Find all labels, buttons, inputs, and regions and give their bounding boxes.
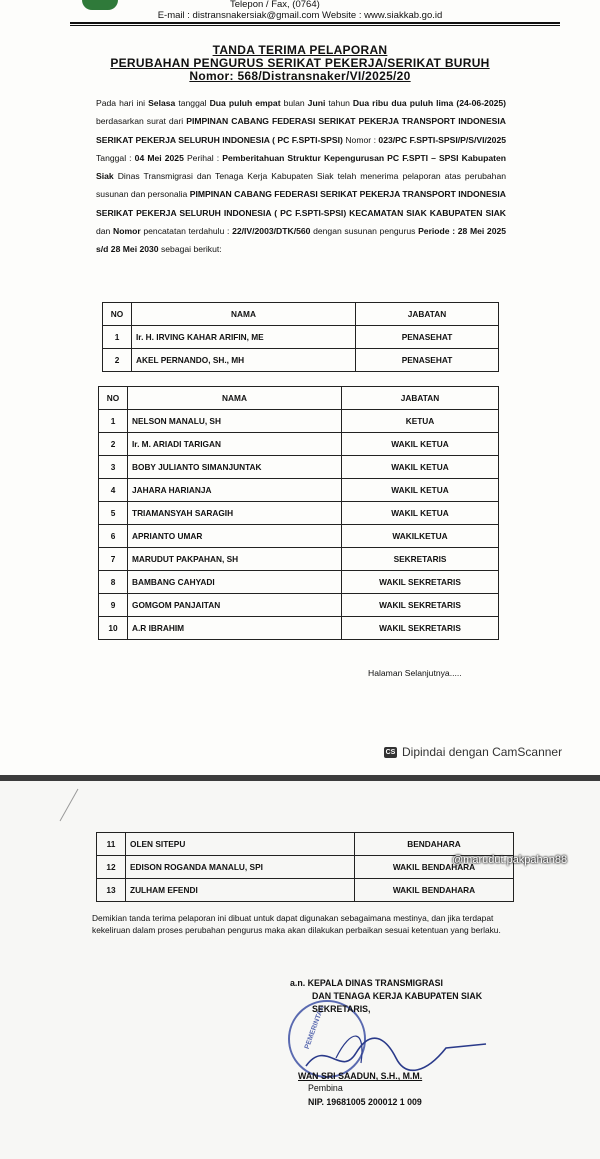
- row-nama: AKEL PERNANDO, SH., MH: [132, 349, 356, 372]
- row-nama: EDISON ROGANDA MANALU, SPI: [126, 856, 355, 879]
- row-no: 3: [99, 456, 128, 479]
- table-row: [99, 571, 499, 594]
- advisor-table: [102, 302, 499, 372]
- table-row: [99, 410, 499, 433]
- row-no: 2: [99, 433, 128, 456]
- table-row: [103, 349, 499, 372]
- table-row: [97, 879, 514, 902]
- row-jabatan: BENDAHARA: [355, 833, 514, 856]
- stamp-text: PEMERINTAH: [303, 1004, 326, 1051]
- row-nama: GOMGOM PANJAITAN: [128, 594, 342, 617]
- signature-line-3: SEKRETARIS,: [312, 1004, 371, 1014]
- row-no: 10: [99, 617, 128, 640]
- row-jabatan: WAKIL KETUA: [342, 433, 499, 456]
- row-jabatan: KETUA: [342, 410, 499, 433]
- row-no: 1: [99, 410, 128, 433]
- title-line-2: PERUBAHAN PENGURUS SERIKAT PEKERJA/SERIKAT BURUH: [110, 56, 490, 70]
- row-jabatan: WAKILKETUA: [342, 525, 499, 548]
- table-header-row: [103, 303, 499, 326]
- row-nama: MARUDUT PAKPAHAN, SH: [128, 548, 342, 571]
- row-nama: NELSON MANALU, SH: [128, 410, 342, 433]
- row-no: 7: [99, 548, 128, 571]
- table-row: [99, 479, 499, 502]
- row-jabatan: WAKIL SEKRETARIS: [342, 571, 499, 594]
- header-rule: [70, 22, 560, 24]
- header-no: NO: [99, 387, 128, 410]
- table-row: [99, 433, 499, 456]
- row-no: 2: [103, 349, 132, 372]
- row-no: 11: [97, 833, 126, 856]
- row-nama: TRIAMANSYAH SARAGIH: [128, 502, 342, 525]
- signature-line-2: DAN TENAGA KERJA KABUPATEN SIAK: [312, 991, 483, 1001]
- signatory-rank: Pembina: [308, 1083, 343, 1093]
- row-jabatan: PENASEHAT: [356, 326, 499, 349]
- row-no: 5: [99, 502, 128, 525]
- title-line-3: Nomor: 568/Distransnaker/VI/2025/20: [189, 69, 411, 83]
- closing-paragraph: Demikian tanda terima pelaporan ini dibuat untuk dapat digunakan sebagaimana mestinya, dan jika terdapat kekeliruan dalam proses perubahan pengurus maka akan dilakukan perbaikan sesuai ketentuan yang berlaku.: [92, 913, 501, 935]
- signatory-nip: NIP. 19681005 200012 1 009: [308, 1097, 422, 1107]
- header-nama: NAMA: [132, 303, 356, 326]
- table-row: [99, 502, 499, 525]
- social-watermark: @marudut.pakpahan88: [452, 854, 568, 866]
- table-row: [97, 833, 514, 856]
- table-row: [103, 326, 499, 349]
- signatory-name: WAN SRI SAADUN, S.H., M.M.: [298, 1071, 423, 1081]
- table-row: [99, 548, 499, 571]
- table-row: [99, 594, 499, 617]
- header-nama: NAMA: [128, 387, 342, 410]
- row-nama: ZULHAM EFENDI: [126, 879, 355, 902]
- row-jabatan: WAKIL KETUA: [342, 502, 499, 525]
- row-nama: A.R IBRAHIM: [128, 617, 342, 640]
- row-nama: Ir. H. IRVING KAHAR ARIFIN, ME: [132, 326, 356, 349]
- row-no: 6: [99, 525, 128, 548]
- row-nama: JAHARA HARIANJA: [128, 479, 342, 502]
- row-jabatan: WAKIL BENDAHARA: [355, 856, 514, 879]
- row-nama: BAMBANG CAHYADI: [128, 571, 342, 594]
- header-jabatan: JABATAN: [342, 387, 499, 410]
- row-nama: Ir. M. ARIADI TARIGAN: [128, 433, 342, 456]
- row-nama: OLEN SITEPU: [126, 833, 355, 856]
- next-page-note: Halaman Selanjutnya.....: [368, 668, 462, 678]
- header-telepon: Telepon / Fax, (0764): [230, 0, 320, 10]
- camscanner-icon: CS: [385, 749, 396, 757]
- row-jabatan: WAKIL SEKRETARIS: [342, 617, 499, 640]
- row-nama: BOBY JULIANTO SIMANJUNTAK: [128, 456, 342, 479]
- body-paragraph: Pada hari ini Selasa tanggal Dua puluh empat bulan Juni tahun Dua ribu dua puluh lima (24-06-2025) berdasarkan surat dari PIMPINAN CABANG FEDERASI SERIKAT PEKERJA TRANSPORT INDONESIA SERIKAT PEKERJA SELURUH INDONESIA ( PC F.SPTI-SPSI) Nomor : 023/PC F.SPTI-SPSI/P/S/VI/2025 Tanggal : 04 Mei 2025 Perihal : Pemberitahuan Struktur Kepengurusan PC F.SPTI – SPSI Kabupaten Siak Dinas Transmigrasi dan Tenaga Kerja Kabupaten Siak telah menerima pelaporan atas perubahan susunan dan personalia PIMPINAN CABANG FEDERASI SERIKAT PEKERJA TRANSPORT INDONESIA SERIKAT PEKERJA SELURUH INDONESIA ( PC F.SPTI-SPSI) KECAMATAN SIAK KABUPATEN SIAK dan Nomor pencatatan terdahulu : 22/IV/2003/DTK/560 dengan susunan pengurus Periode : 28 Mei 2025 s/d 28 Mei 2030 sebagai berikut:: [96, 98, 507, 255]
- row-no: 9: [99, 594, 128, 617]
- regency-logo: [82, 0, 118, 10]
- signature-line-1: a.n. KEPALA DINAS TRANSMIGRASI: [290, 978, 443, 988]
- header-rule-thin: [70, 25, 560, 26]
- header-no: NO: [103, 303, 132, 326]
- row-jabatan: WAKIL BENDAHARA: [355, 879, 514, 902]
- row-nama: APRIANTO UMAR: [128, 525, 342, 548]
- row-no: 4: [99, 479, 128, 502]
- row-jabatan: WAKIL KETUA: [342, 479, 499, 502]
- table-row: [99, 617, 499, 640]
- table-row: [99, 525, 499, 548]
- row-no: 12: [97, 856, 126, 879]
- row-jabatan: PENASEHAT: [356, 349, 499, 372]
- row-no: 13: [97, 879, 126, 902]
- header-email: E-mail : distransnakersiak@gmail.com Website : www.siakkab.go.id: [157, 10, 443, 21]
- row-no: 1: [103, 326, 132, 349]
- table-header-row: [99, 387, 499, 410]
- camscanner-label: [384, 745, 562, 759]
- title-line-1: TANDA TERIMA PELAPORAN: [212, 43, 388, 57]
- row-jabatan: SEKRETARIS: [342, 548, 499, 571]
- board-table: [98, 386, 499, 640]
- row-no: 8: [99, 571, 128, 594]
- camscanner-text: Dipindai dengan CamScanner: [402, 745, 563, 759]
- treasurer-table: [96, 832, 514, 902]
- table-row: [99, 456, 499, 479]
- row-jabatan: WAKIL KETUA: [342, 456, 499, 479]
- row-jabatan: WAKIL SEKRETARIS: [342, 594, 499, 617]
- header-jabatan: JABATAN: [356, 303, 499, 326]
- table-row: [97, 856, 514, 879]
